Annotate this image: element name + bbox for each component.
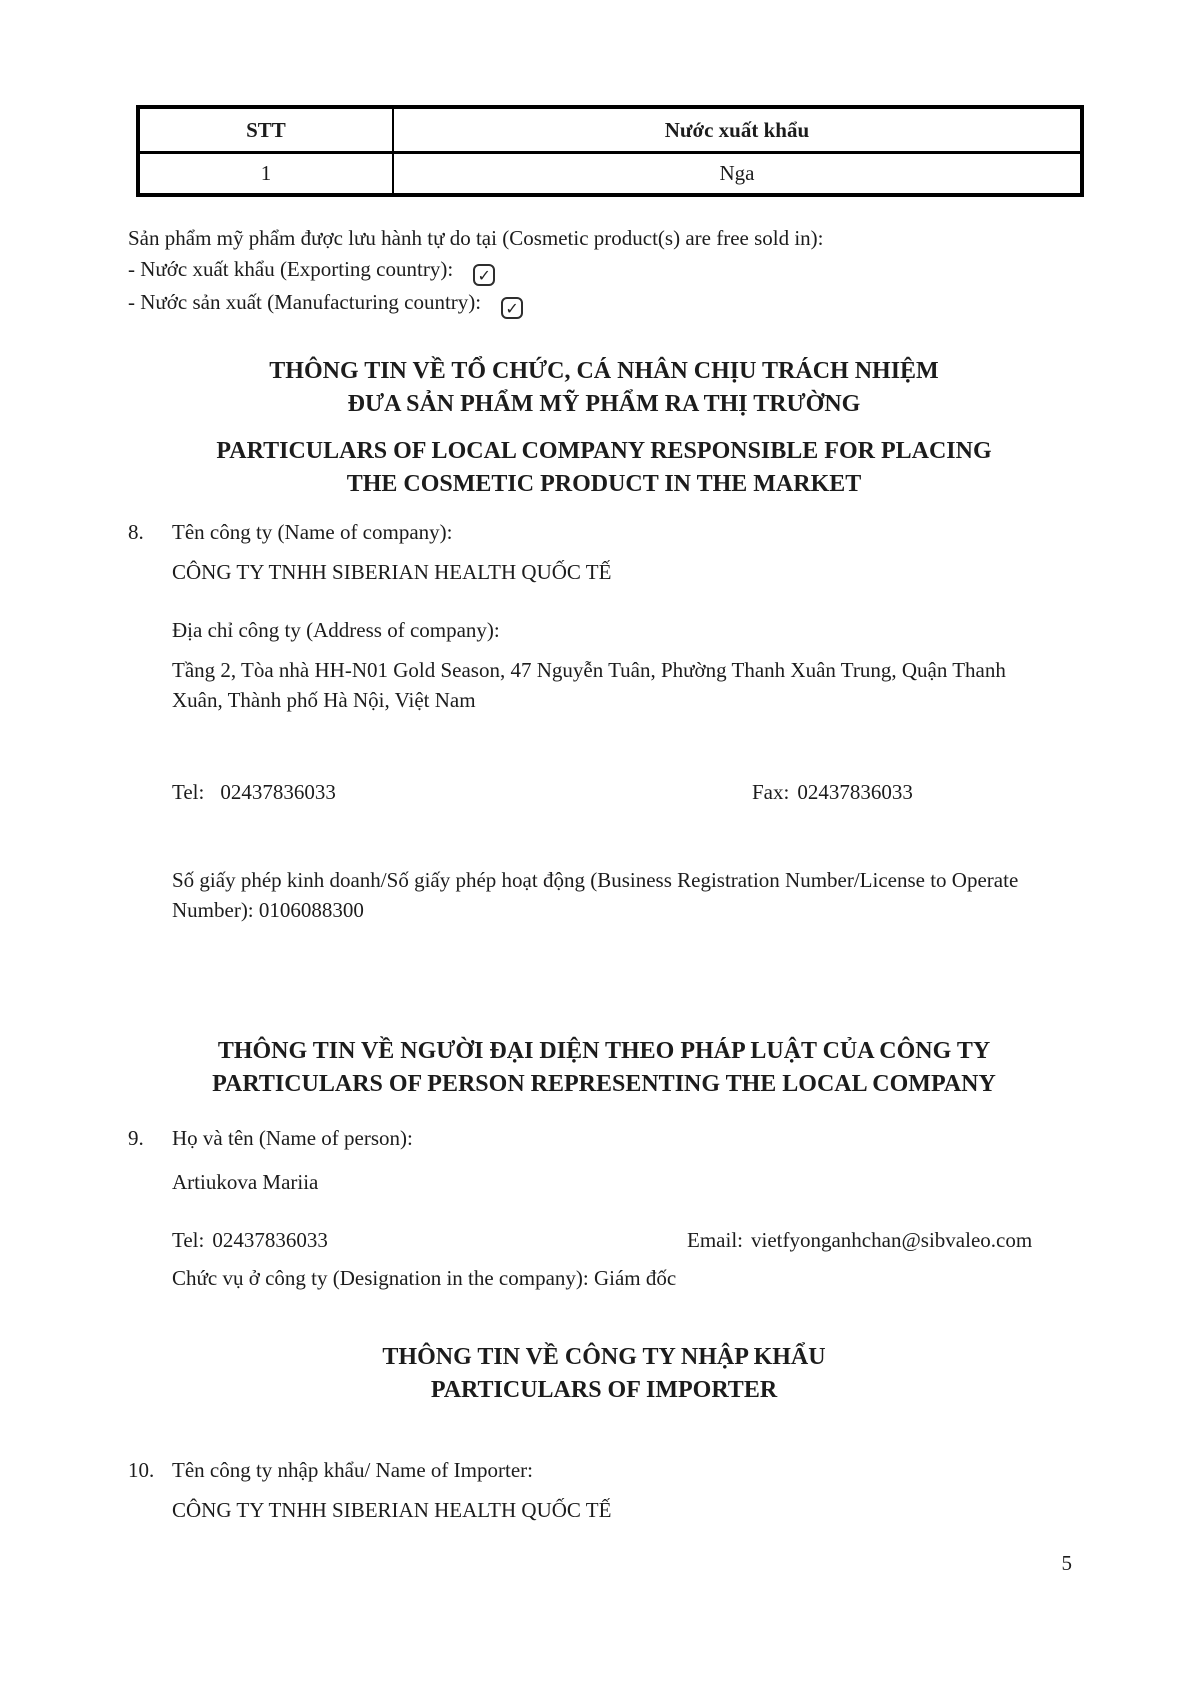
fax-value: 02437836033 (797, 780, 913, 804)
person-name-label: Họ và tên (Name of person): (172, 1126, 413, 1150)
fax-field (752, 777, 913, 807)
tel-value: 02437836033 (220, 780, 336, 804)
representative-heading-en: PARTICULARS OF PERSON REPRESENTING THE LOCAL COMPANY (212, 1071, 996, 1097)
heading-line: THE COSMETIC PRODUCT IN THE MARKET (346, 471, 862, 497)
page-number: 5 (1061, 1551, 1072, 1575)
table-header-row (138, 107, 1082, 152)
free-sold-intro: Sản phẩm mỹ phẩm được lưu hành tự do tại (Cosmetic product(s) are free sold in): (128, 226, 824, 250)
item-9-number: 9. (128, 1126, 144, 1150)
heading-line: THÔNG TIN VỀ TỔ CHỨC, CÁ NHÂN CHỊU TRÁCH NHIỆM (269, 358, 939, 384)
tel-fax-row (172, 777, 1080, 807)
free-sold-manufacturing-line (128, 286, 1080, 319)
tel-email-row (172, 1225, 1080, 1255)
table-header-country: Nước xuất khẩu (393, 107, 1082, 152)
item-10-number: 10. (128, 1458, 155, 1482)
item-8-number: 8. (128, 520, 144, 544)
company-name-value: CÔNG TY TNHH SIBERIAN HEALTH QUỐC TẾ (172, 560, 612, 584)
importer-name-value: CÔNG TY TNHH SIBERIAN HEALTH QUỐC TẾ (172, 1498, 612, 1522)
importer-heading-en: PARTICULARS OF IMPORTER (430, 1377, 778, 1403)
representative-heading-vi: THÔNG TIN VỀ NGƯỜI ĐẠI DIỆN THEO PHÁP LUẬT CỦA CÔNG TY (217, 1038, 991, 1064)
designation-text: Chức vụ ở công ty (Designation in the company): Giám đốc (172, 1266, 677, 1290)
checkbox-checked-icon (501, 297, 523, 319)
person-email-label: Email: (687, 1228, 743, 1252)
item-10 (128, 1455, 1080, 1485)
importer-name-label: Tên công ty nhập khẩu/ Name of Importer: (172, 1458, 533, 1482)
check-mark-icon: ✓ (505, 299, 519, 318)
item-9 (128, 1123, 1080, 1153)
table-cell-stt: 1 (138, 152, 393, 195)
free-sold-manufacturing-label: - Nước sản xuất (Manufacturing country): (128, 290, 482, 314)
company-name-label: Tên công ty (Name of company): (172, 520, 453, 544)
person-tel-value: 02437836033 (212, 1228, 328, 1252)
local-company-heading-vi (128, 355, 1080, 421)
company-address-value: Tầng 2, Tòa nhà HH-N01 Gold Season, 47 Nguyễn Tuân, Phường Thanh Xuân Trung, Quận Thanh Xuân, Thành phố Hà Nội, Việt Nam (172, 658, 1006, 712)
importer-heading-vi: THÔNG TIN VỀ CÔNG TY NHẬP KHẨU (382, 1344, 826, 1370)
table-row (138, 152, 1082, 195)
tel-label: Tel: (172, 780, 205, 804)
table-cell-country: Nga (393, 152, 1082, 195)
checkbox-checked-icon (473, 264, 495, 286)
person-tel-field (172, 1225, 687, 1255)
check-mark-icon: ✓ (477, 266, 491, 285)
person-name-value: Artiukova Mariia (172, 1170, 319, 1194)
person-tel-label: Tel: (172, 1228, 205, 1252)
person-email-value: vietfyonganhchan@sibvaleo.com (751, 1228, 1033, 1252)
heading-line: ĐƯA SẢN PHẨM MỸ PHẨM RA THỊ TRƯỜNG (347, 391, 861, 417)
tel-field (172, 777, 752, 807)
person-email-field (687, 1225, 1032, 1255)
table-header-stt: STT (138, 107, 393, 152)
item-8 (128, 517, 1080, 547)
fax-label: Fax: (752, 780, 790, 804)
heading-line: PARTICULARS OF LOCAL COMPANY RESPONSIBLE FOR PLACING (216, 438, 992, 464)
free-sold-exporting-label: - Nước xuất khẩu (Exporting country): (128, 257, 454, 281)
local-company-heading-en (128, 435, 1080, 501)
export-country-table (136, 105, 1084, 197)
business-license-text: Số giấy phép kinh doanh/Số giấy phép hoạt động (Business Registration Number/License to Operate Number): 0106088300 (172, 868, 1019, 922)
free-sold-exporting-line (128, 253, 1080, 286)
company-address-label: Địa chỉ công ty (Address of company): (172, 618, 500, 642)
